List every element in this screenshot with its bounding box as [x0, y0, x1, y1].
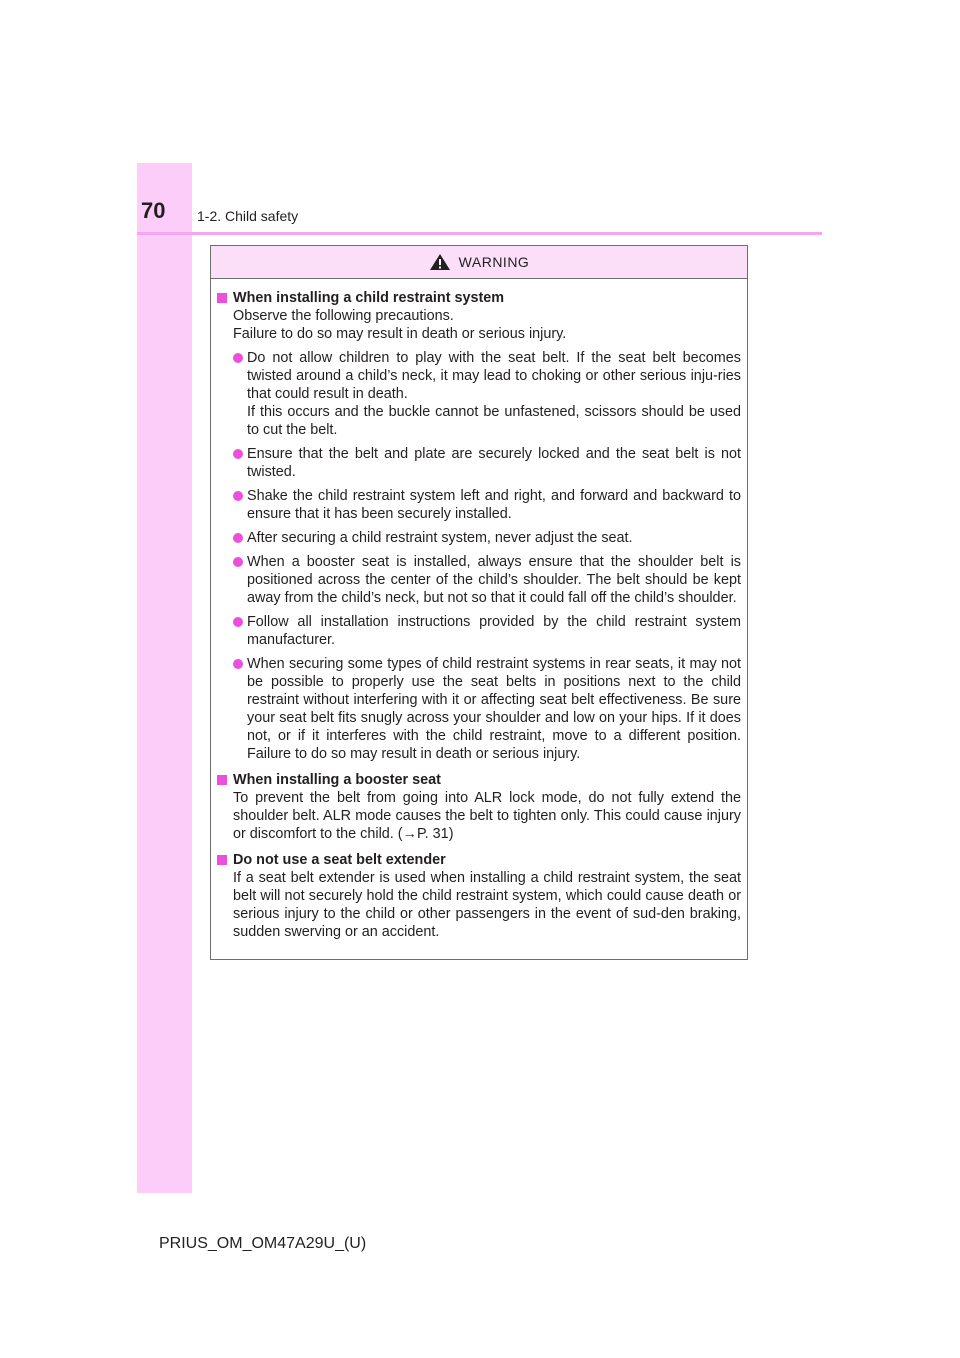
dot-bullet-icon: [233, 557, 243, 567]
list-item-text: When a booster seat is installed, always ensure that the shoulder belt is positioned across the center of the child’s shoulder. The belt should be kept away from the child’s neck, but not so that it could fall off the child’s shoulder.: [247, 554, 741, 606]
list-item-text: Do not allow children to play with the seat belt. If the seat belt becomes twisted around a child’s neck, it may lead to choking or other serious inju-ries that could result in death.: [247, 350, 741, 402]
list-item-subtext: If this occurs and the buckle cannot be unfastened, scissors should be used to cut the belt.: [247, 404, 741, 438]
list-item: [217, 487, 741, 523]
document-code: PRIUS_OM_OM47A29U_(U): [159, 1235, 367, 1252]
dot-bullet-icon: [233, 533, 243, 543]
list-item-text: Ensure that the belt and plate are securely locked and the seat belt is not twisted.: [247, 446, 741, 480]
section-heading-text: When installing a booster seat: [233, 772, 441, 788]
side-tab-band: [137, 163, 192, 1193]
list-item-text: Shake the child restraint system left and right, and forward and backward to ensure that it has been securely installed.: [247, 488, 741, 522]
list-item-text: Follow all installation instructions provided by the child restraint system manufacturer.: [247, 614, 741, 648]
dot-bullet-icon: [233, 353, 243, 363]
section-booster-seat: [217, 771, 741, 843]
section-heading: [217, 289, 741, 307]
warning-header: [211, 246, 747, 279]
section-heading-text: Do not use a seat belt extender: [233, 852, 446, 868]
list-item: [217, 529, 741, 547]
precaution-list: [217, 349, 741, 763]
section-intro: Observe the following precautions.: [233, 308, 454, 324]
dot-bullet-icon: [233, 617, 243, 627]
section-belt-extender: [217, 851, 741, 941]
list-item: [217, 553, 741, 607]
section-heading-text: When installing a child restraint system: [233, 290, 505, 306]
square-bullet-icon: [217, 293, 227, 303]
header-rule: [137, 232, 822, 235]
section-intro-2: Failure to do so may result in death or serious injury.: [233, 326, 567, 342]
page-number: 70: [141, 198, 166, 223]
warning-label: WARNING: [458, 254, 530, 270]
warning-triangle-icon: [429, 253, 451, 271]
list-item: [217, 349, 741, 439]
section-heading: [217, 771, 741, 789]
list-item: [217, 445, 741, 481]
section-heading: [217, 851, 741, 869]
warning-body: [211, 279, 747, 941]
section-body: If a seat belt extender is used when installing a child restraint system, the seat belt will not securely hold the child restraint system, which could cause death or serious injury to the child or other passengers in the event of sud-den braking, sudden swerving or an accident.: [233, 870, 741, 940]
list-item-text: When securing some types of child restraint systems in rear seats, it may not be possible to properly use the seat belts in positions next to the child restraint without interfering with it or affecting seat belt effectiveness. Be sure your seat belt fits snugly across your shoulder and low on your hips. If it does not, or if it interferes with the child restraint, move to a different position. Failure to do so may result in death or serious injury.: [247, 656, 741, 762]
dot-bullet-icon: [233, 491, 243, 501]
section-title: 1-2. Child safety: [197, 208, 299, 224]
list-item: [217, 613, 741, 649]
dot-bullet-icon: [233, 449, 243, 459]
section-child-restraint: [217, 289, 741, 763]
section-body: To prevent the belt from going into ALR lock mode, do not fully extend the shoulder belt. ALR mode causes the belt to tighten only. This could cause injury or discomfort to the child. (→P. 31): [233, 790, 741, 842]
dot-bullet-icon: [233, 659, 243, 669]
square-bullet-icon: [217, 855, 227, 865]
list-item: [217, 655, 741, 763]
warning-box: [210, 245, 748, 960]
list-item-text: After securing a child restraint system, never adjust the seat.: [247, 530, 633, 546]
square-bullet-icon: [217, 775, 227, 785]
